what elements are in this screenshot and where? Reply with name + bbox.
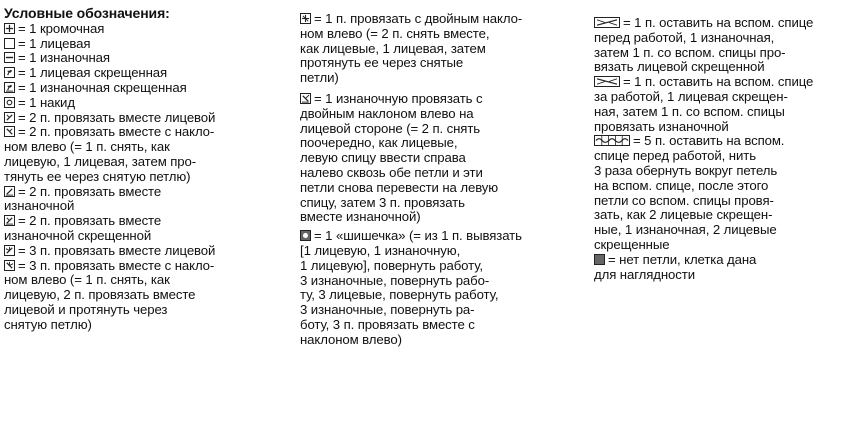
- edge-stitch-icon: [4, 23, 15, 34]
- legend-item-twisted-knit: = 1 лицевая скрещенная: [4, 66, 296, 81]
- legend-item-k2tog: = 2 п. провязать вместе лицевой: [4, 111, 296, 126]
- legend-item-sk2p: = 3 п. провязать вместе с накло- ном влево (= 1 п. снять, как лицевую, 2 п. провязать вместе лицевой и протянуть через снятую петлю): [4, 257, 215, 332]
- bobble-icon: [300, 230, 311, 241]
- wrap-5-icon: [594, 135, 630, 146]
- yarn-over-icon: [4, 97, 15, 108]
- legend-item-edge-stitch: = 1 кромочная: [4, 22, 296, 37]
- legend-column-1: [4, 6, 296, 333]
- no-stitch-icon: [594, 254, 605, 265]
- legend-item-purl: = 1 изнаночная: [4, 51, 296, 66]
- p2tog-icon: [4, 186, 15, 197]
- cross-left-icon: [594, 76, 620, 87]
- legend-item-cross-right: = 1 п. оставить на вспом. спице перед работой, 1 изнаночная, затем 1 п. со вспом. спицы про- вязать лицевой скрещенной: [594, 15, 814, 75]
- k3tog-icon: [4, 245, 15, 256]
- legend-item-ssk: = 2 п. провязать вместе с накло- ном влево (= 1 п. снять, как лицевую, 1 лицевая, затем про- тянуть ее через снятую петлю): [4, 124, 215, 184]
- legend-item-double-left-decrease: = 1 п. провязать с двойным накло- ном влево (= 2 п. снять вместе, как лицевые, 1 лицевая, затем протянуть ее через снятые петли): [300, 11, 523, 86]
- legend-item-p2tog: = 2 п. провязать вместе изнаночной: [4, 183, 162, 214]
- twisted-knit-icon: [4, 67, 15, 78]
- legend-item-twisted-purl: = 1 изнаночная скрещенная: [4, 81, 296, 96]
- sk2p-icon: [4, 260, 15, 271]
- legend-title: Условные обозначения:: [4, 5, 170, 21]
- legend-item-knit: = 1 лицевая: [4, 37, 296, 52]
- legend-item-purl-double-left: = 1 изнаночную провязать с двойным наклоном влево на лицевой стороне (= 2 п. снять поочередно, как лицевые, левую спицу ввести справа налево сквозь обе петли и эти петли снова перевести на левую спицу, затем 3 п. провязать вместе изнаночной): [300, 90, 499, 225]
- legend-item-cross-left: = 1 п. оставить на вспом. спице за работой, 1 лицевая скрещен- ная, затем 1 п. со вспом. спицы провязать изнаночной: [594, 74, 814, 134]
- knit-icon: [4, 38, 15, 49]
- ssk-icon: [4, 126, 15, 137]
- purl-double-left-icon: [300, 93, 311, 104]
- legend-item-yarn-over: = 1 накид: [4, 96, 296, 111]
- k2tog-icon: [4, 112, 15, 123]
- legend-column-2: [300, 12, 582, 348]
- legend-item-k3tog: = 3 п. провязать вместе лицевой: [4, 244, 296, 259]
- double-left-decrease-icon: [300, 13, 311, 24]
- legend-item-no-stitch: = нет петли, клетка дана для наглядности: [594, 251, 757, 282]
- twisted-purl-icon: [4, 82, 15, 93]
- purl-icon: [4, 52, 15, 63]
- p2tog-tbl-icon: [4, 215, 15, 226]
- legend-item-p2tog-tbl: = 2 п. провязать вместе изнаночной скрещенной: [4, 213, 162, 243]
- cross-right-icon: [594, 17, 620, 28]
- legend-item-wrap-5: = 5 п. оставить на вспом. спице перед работой, нить 3 раза обернуть вокруг петель на вспом. спице, после этого петли со вспом. спицы провя- зать, как 2 лицевые скрещен- ные, 1 изнаночная, 2 лицевые скрещенные: [594, 133, 785, 252]
- legend-column-3: [594, 16, 856, 282]
- legend-item-bobble: = 1 «шишечка» (= из 1 п. вывязать [1 лицевую, 1 изнаночную, 1 лицевую], повернуть работу, 3 изнаночные, повернуть рабо- ту, 3 лицевые, повернуть работу, 3 изнаночные, повернуть ра- боту, 3 п. провязать вместе с наклоном влево): [300, 228, 522, 347]
